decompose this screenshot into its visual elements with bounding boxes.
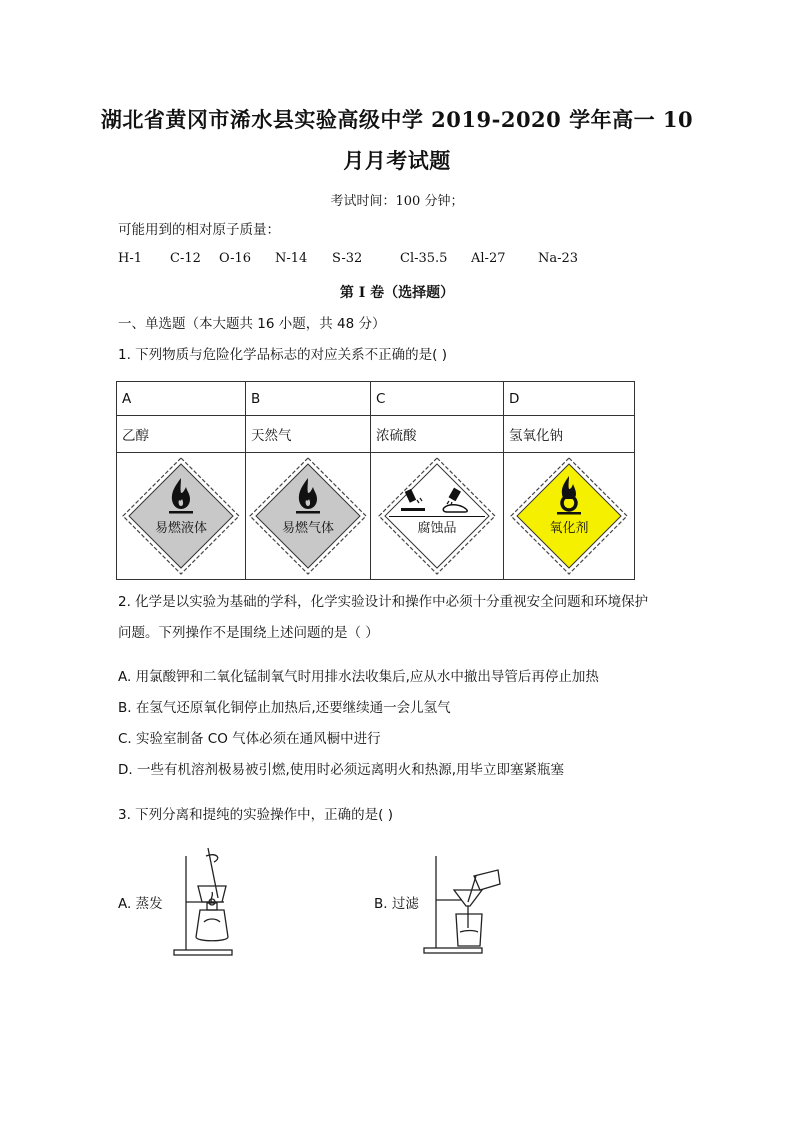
atomic-mass-o: O-16 xyxy=(219,251,252,266)
volume-title: 第 I 卷（选择题） xyxy=(339,285,455,301)
atomic-mass-list xyxy=(0,251,794,269)
q2-option-c: C. 实验室制备 CO 气体必须在通风橱中进行 xyxy=(118,731,381,747)
atomic-mass-cl: Cl-35.5 xyxy=(400,251,448,266)
filtration-apparatus-illustration xyxy=(418,852,508,956)
sign-cell-b xyxy=(246,453,371,580)
atomic-mass-n: N-14 xyxy=(275,251,308,266)
q3-stem: 3. 下列分离和提纯的实验操作中，正确的是( ) xyxy=(118,807,393,823)
sign-cell-d xyxy=(504,453,635,580)
q2-stem-line1: 2. 化学是以实验为基础的学科，化学实验设计和操作中必须十分重视安全问题和环境保护 xyxy=(118,594,649,610)
flammable-liquid-sign xyxy=(119,454,243,578)
flammable-gas-sign xyxy=(246,454,370,578)
q3-option-b: B. 过滤 xyxy=(374,896,419,912)
sign-cell-a xyxy=(117,453,246,580)
hazard-table xyxy=(116,381,635,580)
sign-b-label: 易燃气体 xyxy=(281,521,335,536)
q3-option-a: A. 蒸发 xyxy=(118,896,163,912)
doc-title-line1: 湖北省黄冈市浠水县实验高级中学 2019-2020 学年高一 10 xyxy=(100,107,694,132)
exam-time: 考试时间：100 分钟； xyxy=(330,194,464,209)
sign-cell-c xyxy=(371,453,504,580)
sign-a-label: 易燃液体 xyxy=(154,521,208,536)
sign-c-label: 腐蚀品 xyxy=(417,521,457,536)
atomic-mass-c: C-12 xyxy=(170,251,201,266)
substance-sodium-hydroxide: 氢氧化钠 xyxy=(504,416,635,453)
evaporation-apparatus-illustration xyxy=(172,842,242,960)
atomic-mass-h: H-1 xyxy=(118,251,143,266)
q2-option-b: B. 在氢气还原氧化铜停止加热后,还要继续通一会儿氢气 xyxy=(118,700,451,716)
option-b-label: B xyxy=(246,382,371,416)
option-c-label: C xyxy=(371,382,504,416)
oxidizer-sign xyxy=(507,454,631,578)
part-title: 一、单选题（本大题共 16 小题，共 48 分） xyxy=(118,316,386,332)
corrosive-sign xyxy=(375,454,499,578)
substance-ethanol: 乙醇 xyxy=(117,416,246,453)
q2-option-d: D. 一些有机溶剂极易被引燃,使用时必须远离明火和热源,用毕立即塞紧瓶塞 xyxy=(118,762,565,778)
q2-option-a: A. 用氯酸钾和二氧化锰制氧气时用排水法收集后,应从水中撤出导管后再停止加热 xyxy=(118,669,599,685)
doc-title-line2: 月月考试题 xyxy=(343,148,451,173)
atomic-mass-label: 可能用到的相对原子质量： xyxy=(118,222,280,238)
sign-d-label: 氧化剂 xyxy=(549,521,589,536)
atomic-mass-s: S-32 xyxy=(332,251,363,266)
option-a-label: A xyxy=(117,382,246,416)
substance-natural-gas: 天然气 xyxy=(246,416,371,453)
substance-sulfuric-acid: 浓硫酸 xyxy=(371,416,504,453)
atomic-mass-na: Na-23 xyxy=(538,251,579,266)
option-d-label: D xyxy=(504,382,635,416)
atomic-mass-al: Al-27 xyxy=(471,251,506,266)
q2-stem-line2: 问题。下列操作不是围绕上述问题的是（ ） xyxy=(118,625,379,641)
q1-stem: 1. 下列物质与危险化学品标志的对应关系不正确的是( ) xyxy=(118,347,447,363)
